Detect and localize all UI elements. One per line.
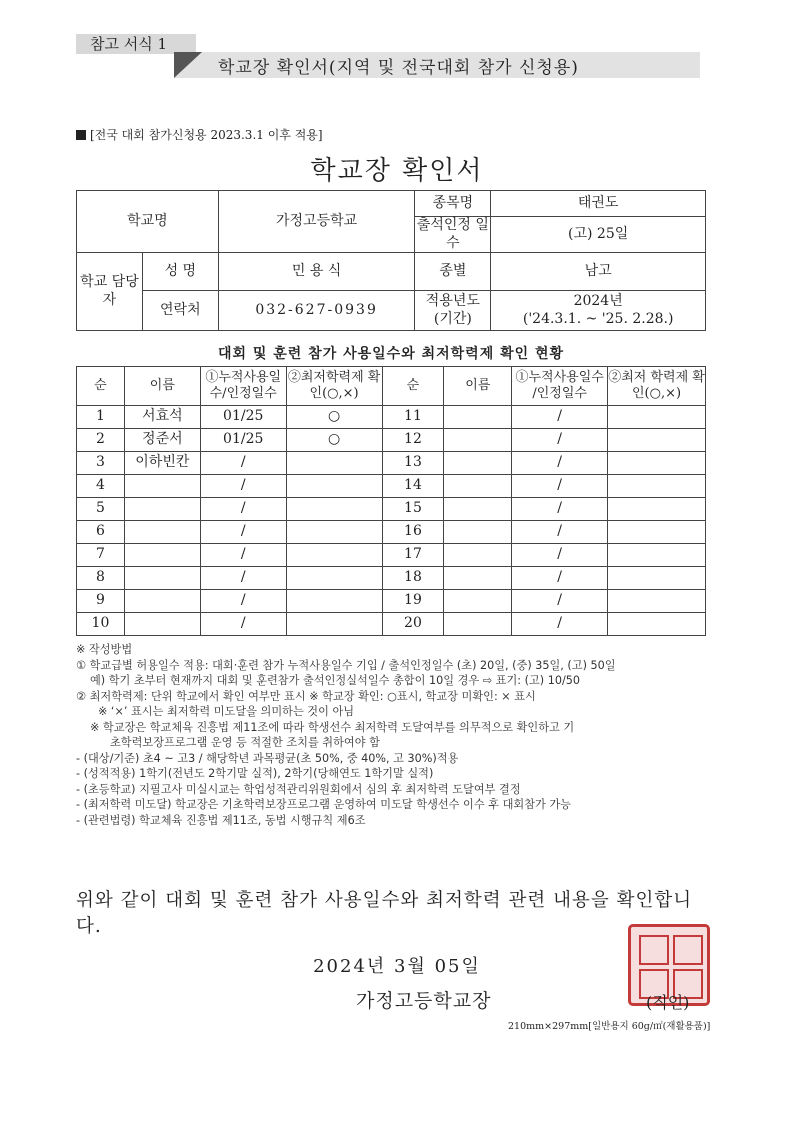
row-no: 2	[77, 429, 125, 452]
notice	[76, 126, 323, 143]
table-row	[77, 406, 706, 429]
row-days-right: /	[512, 406, 608, 429]
row-name	[124, 567, 200, 590]
row-check	[286, 544, 382, 567]
row-name	[124, 475, 200, 498]
school-label: 학교명	[77, 191, 219, 253]
row-name: 서효석	[124, 406, 200, 429]
col-check: ②최저학력제 확인(○,×)	[286, 367, 382, 406]
row-days: /	[200, 590, 286, 613]
gender-label: 종별	[415, 253, 491, 291]
row-name: 이하빈칸	[124, 452, 200, 475]
col-days: ①누적사용일수/인정일수	[200, 367, 286, 406]
row-days-right: /	[512, 521, 608, 544]
table-row	[77, 498, 706, 521]
note-line: - (성적적용) 1학기(전년도 2학기말 실적), 2학기(당해연도 1학기말 실적)	[76, 767, 434, 780]
name-value: 민 용 식	[218, 253, 415, 291]
issue-date: 2024년 3월 05일	[313, 956, 481, 977]
note-line: ※ 학교장은 학교체육 진흥법 제11조에 따라 학생선수 최저학력 도달여부를 의무적으로 확인하고 기	[90, 720, 575, 734]
row-no: 4	[77, 475, 125, 498]
note-line: - (관련법령) 학교체육 진흥법 제11조, 동법 시행규칙 제6조	[76, 813, 366, 827]
row-no-right: 19	[382, 590, 444, 613]
note-line: ※ ‘×’ 표시는 최저학력 미도달을 의미하는 것이 아님	[98, 705, 355, 718]
row-check-right	[608, 521, 706, 544]
note-line: - (초등학교) 지필고사 미실시교는 학업성적관리위원회에서 심의 후 최저학력 도달여부 결정	[76, 782, 521, 796]
row-check: ○	[286, 429, 382, 452]
row-name-right	[444, 613, 512, 636]
row-check-right	[608, 498, 706, 521]
row-days-right: /	[512, 429, 608, 452]
row-name	[124, 498, 200, 521]
row-days: /	[200, 498, 286, 521]
row-name	[124, 613, 200, 636]
school-head: 가정고등학교장	[356, 990, 492, 1012]
row-no-right: 18	[382, 567, 444, 590]
row-no: 6	[77, 521, 125, 544]
row-name-right	[444, 429, 512, 452]
banner-triangle-icon	[174, 52, 202, 78]
row-no-right: 16	[382, 521, 444, 544]
year-label: 적용년도 (기간)	[415, 291, 491, 331]
row-check-right	[608, 590, 706, 613]
row-no-right: 17	[382, 544, 444, 567]
row-days: /	[200, 544, 286, 567]
row-no-right: 11	[382, 406, 444, 429]
paper-spec: 210mm×297mm[일반용지 60g/㎡(재활용품)]	[508, 1021, 711, 1032]
row-days-right: /	[512, 590, 608, 613]
note-line: ① 학교급별 허용일수 적용: 대회·훈련 참가 누적사용일수 기입 / 출석인정일수 (초) 20일, (중) 35일, (고) 50일	[76, 658, 616, 672]
row-name-right	[444, 567, 512, 590]
row-days: /	[200, 613, 286, 636]
row-no-right: 15	[382, 498, 444, 521]
row-name-right	[444, 590, 512, 613]
instructions	[76, 642, 716, 828]
note-line: ② 최저학력제: 단위 학교에서 확인 여부만 표시 ※ 학교장 확인: ○표시, 학교장 미확인: × 표시	[76, 689, 536, 703]
attend-label: 출석인정 일수	[416, 217, 489, 251]
banner-title-text: 학교장 확인서(지역 및 전국대회 참가 신청용)	[218, 58, 579, 78]
note-line: - (최저학력 미도달) 학교장은 기초학력보장프로그램 운영하여 미도달 학생선수 이수 후 대회참가 가능	[76, 798, 571, 811]
row-days-right: /	[512, 475, 608, 498]
row-name-right	[444, 498, 512, 521]
info-table	[76, 190, 706, 331]
row-check	[286, 475, 382, 498]
manager-label: 학교 담당자	[77, 253, 143, 331]
row-days: /	[200, 521, 286, 544]
row-name	[124, 590, 200, 613]
row-no-right: 20	[382, 613, 444, 636]
roster-title: 대회 및 훈련 참가 사용일수와 최저학력제 확인 현황	[217, 346, 565, 362]
row-check	[286, 590, 382, 613]
row-check-right	[608, 452, 706, 475]
notes-heading: ※ 작성방법	[76, 643, 133, 656]
col-name: 이름	[124, 367, 200, 406]
table-row	[77, 521, 706, 544]
row-check-right	[608, 475, 706, 498]
row-check	[286, 521, 382, 544]
row-check-right	[608, 613, 706, 636]
row-days: /	[200, 567, 286, 590]
row-days-right: /	[512, 613, 608, 636]
contact-value: 032-627-0939	[218, 291, 415, 331]
row-check-right	[608, 406, 706, 429]
row-name-right	[444, 521, 512, 544]
row-name-right	[444, 475, 512, 498]
row-check	[286, 498, 382, 521]
row-no: 5	[77, 498, 125, 521]
row-check	[286, 567, 382, 590]
row-check-right	[608, 544, 706, 567]
row-no-right: 12	[382, 429, 444, 452]
row-days: /	[200, 452, 286, 475]
confirm-statement: 위와 같이 대회 및 훈련 참가 사용일수와 최저학력 관련 내용을 확인합니다.	[76, 890, 693, 937]
period-value: ('24.3.1. ~ '25. 2.28.)	[522, 310, 674, 327]
row-name: 정준서	[124, 429, 200, 452]
row-days-right: /	[512, 452, 608, 475]
row-check-right	[608, 429, 706, 452]
row-check-right	[608, 567, 706, 590]
col-no: 순	[77, 367, 125, 406]
contact-label: 연락처	[142, 291, 218, 331]
roster-table	[76, 366, 706, 636]
name-label: 성 명	[142, 253, 218, 291]
form-tag: 참고 서식 1	[76, 34, 196, 54]
row-days: 01/25	[200, 429, 286, 452]
row-days: 01/25	[200, 406, 286, 429]
col-name-right: 이름	[444, 367, 512, 406]
row-no: 3	[77, 452, 125, 475]
school-value: 가정고등학교	[218, 191, 415, 253]
row-no-right: 14	[382, 475, 444, 498]
row-name-right	[444, 452, 512, 475]
note-line: 초학력보장프로그램 운영 등 적절한 조치를 취하여야 함	[110, 736, 380, 749]
row-days-right: /	[512, 498, 608, 521]
row-name-right	[444, 544, 512, 567]
col-no-right: 순	[382, 367, 444, 406]
attend-value: (고) 25일	[491, 217, 706, 253]
row-no-right: 13	[382, 452, 444, 475]
table-row	[77, 590, 706, 613]
col-days-right: ①누적사용일수 /인정일수	[512, 367, 608, 406]
row-check	[286, 452, 382, 475]
row-check: ○	[286, 406, 382, 429]
row-no: 9	[77, 590, 125, 613]
note-line: - (대상/기준) 초4 ~ 고3 / 해당학년 과목평균(초 50%, 중 40%, 고 30%)적용	[76, 751, 459, 765]
row-no: 1	[77, 406, 125, 429]
row-days-right: /	[512, 567, 608, 590]
banner-title	[174, 52, 700, 78]
row-days: /	[200, 475, 286, 498]
row-no: 7	[77, 544, 125, 567]
row-days-right: /	[512, 544, 608, 567]
year-value: 2024년	[573, 293, 623, 309]
square-bullet-icon	[76, 130, 86, 140]
table-row	[77, 452, 706, 475]
table-row	[77, 475, 706, 498]
sport-value: 태권도	[491, 191, 706, 217]
gender-value: 남고	[491, 253, 706, 291]
sport-label: 종목명	[415, 191, 491, 217]
table-row	[77, 544, 706, 567]
page-title: 학교장 확인서	[310, 156, 484, 186]
row-name-right	[444, 406, 512, 429]
table-row	[77, 429, 706, 452]
row-name	[124, 521, 200, 544]
col-check-right: ②최저 학력제 확인(○,×)	[608, 367, 706, 406]
row-check	[286, 613, 382, 636]
year-value-cell	[491, 291, 706, 331]
note-line: 예) 학기 초부터 현재까지 대회 및 훈련참가 출석인정실석일수 총합이 10일 경우 ⇨ 표기: (고) 10/50	[90, 674, 580, 687]
row-name	[124, 544, 200, 567]
table-row	[77, 567, 706, 590]
table-row	[77, 613, 706, 636]
seal-label: (직인)	[646, 993, 690, 1012]
notice-text: [전국 대회 참가신청용 2023.3.1 이후 적용]	[90, 128, 323, 142]
row-no: 10	[77, 613, 125, 636]
row-no: 8	[77, 567, 125, 590]
